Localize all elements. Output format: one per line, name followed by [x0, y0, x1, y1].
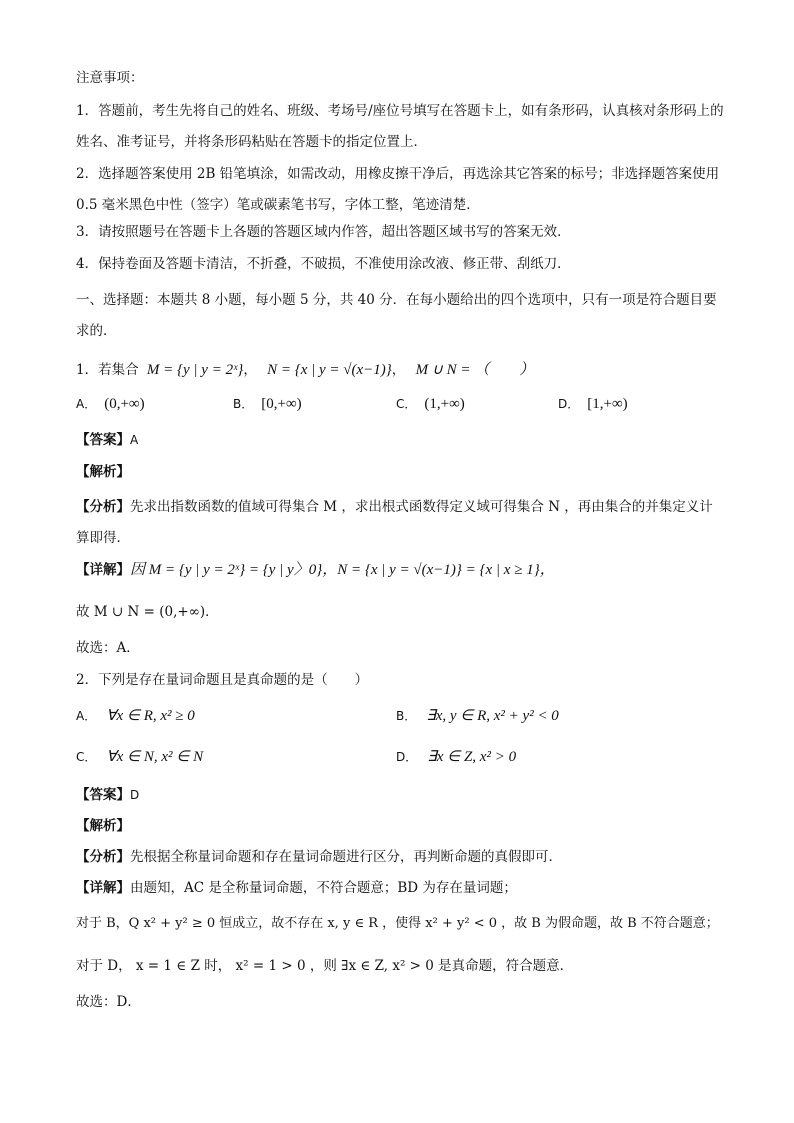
q1-option-c: C． (1,+∞)	[396, 396, 465, 412]
q1-analysis-tag: 【解析】	[76, 464, 130, 480]
q2-answer-value: D	[130, 788, 140, 802]
q1-option-b: B． [0,+∞)	[233, 396, 302, 412]
q2-option-d: D． ∃x ∈ Z, x² > 0	[396, 749, 517, 765]
q1-answer-tag: 【答案】	[76, 432, 130, 448]
q2-option-b: B． ∃x, y ∈ R, x² + y² < 0	[396, 708, 559, 724]
notice-item-4: 4．保持卷面及答题卡清洁，不折叠，不破损，不准使用涂改液、修正带、刮纸刀．	[76, 256, 571, 272]
notice-item-2: 2．选择题答案使用 2B 铅笔填涂，如需改动，用橡皮擦干净后，再选涂其它答案的标号；非选择题答案使用 0.5 毫米黑色中性（签字）笔或碳素笔书写，字体工整，笔迹清楚．	[76, 166, 720, 213]
notice-title: 注意事项：	[76, 70, 144, 86]
section-heading: 一、选择题：本题共 8 小题，每小题 5 分，共 40 分．在每小题给出的四个选项中，只有一项是符合题目要求的．	[76, 292, 717, 339]
q1-number: 1．若集合	[76, 362, 139, 378]
q2-answer	[76, 785, 139, 805]
notice-item-3: 3．请按照题号在答题卡上各题的答题区域内作答，超出答题区域书写的答案无效．	[76, 224, 571, 240]
q1-stem: 1．若集合 M = {y | y = 2ˣ}， N = {x | y = √(x−1)}， M ∪ N = （ ）	[76, 362, 535, 378]
q2-choose: 故选：D．	[76, 994, 141, 1010]
q1-option-a: A． (0,+∞)	[76, 396, 145, 412]
q2-answer-tag: 【答案】	[76, 787, 130, 803]
q1-set-n: N = {x | y = √(x−1)}	[267, 362, 392, 378]
q2-xiangjie: 【详解】由题知，AC 是全称量词命题，不符合题意；BD 为存在量词题；	[76, 880, 517, 896]
q1-question: M ∪ N = （ ）	[415, 362, 535, 378]
q2-option-a: A． ∀x ∈ R, x² ≥ 0	[76, 708, 195, 724]
q2-fenxi: 【分析】先根据全称量词命题和存在量词命题进行区分，再判断命题的真假即可．	[76, 849, 562, 865]
q1-answer	[76, 430, 138, 450]
q2-option-c: C． ∀x ∈ N, x² ∈ N	[76, 749, 204, 765]
q2-for-d: 对于 D， x = 1 ∈ Z 时， x² = 1 > 0 ，则 ∃x ∈ Z, x² > 0 是真命题，符合题意．	[76, 958, 574, 974]
q2-stem: 2．下列是存在量词命题且是真命题的是（ ）	[76, 672, 369, 688]
q1-xiangjie: 【详解】因 M = {y | y = 2ˣ} = {y | y〉0}，N = {x | y = √(x−1)} = {x | x ≥ 1}，	[76, 562, 555, 578]
q1-option-d: D． [1,+∞)	[558, 396, 628, 412]
q2-for-b: 对于 B，Q x² + y² ≥ 0 恒成立，故不存在 x, y ∈ R ，使得 x² + y² < 0 ，故 B 为假命题，故 B 不符合题意；	[76, 916, 719, 931]
notice-item-1: 1．答题前，考生先将自己的姓名、班级、考场号/座位号填写在答题卡上，如有条形码，认真核对条形码上的姓名、准考证号，并将条形码粘贴在答题卡的指定位置上．	[76, 103, 724, 150]
q1-xiangjie-2: 故 M ∪ N = (0,+∞)．	[76, 604, 219, 620]
q1-set-m: M = {y | y = 2ˣ}	[146, 362, 244, 378]
q2-analysis-tag: 【解析】	[76, 818, 130, 834]
q1-answer-value: A	[130, 433, 139, 447]
q1-choose: 故选：A．	[76, 640, 140, 656]
q1-fenxi: 【分析】先求出指数函数的值域可得集合 M ，求出根式函数得定义域可得集合 N ，再由集合的并集定义计算即得．	[76, 499, 713, 546]
